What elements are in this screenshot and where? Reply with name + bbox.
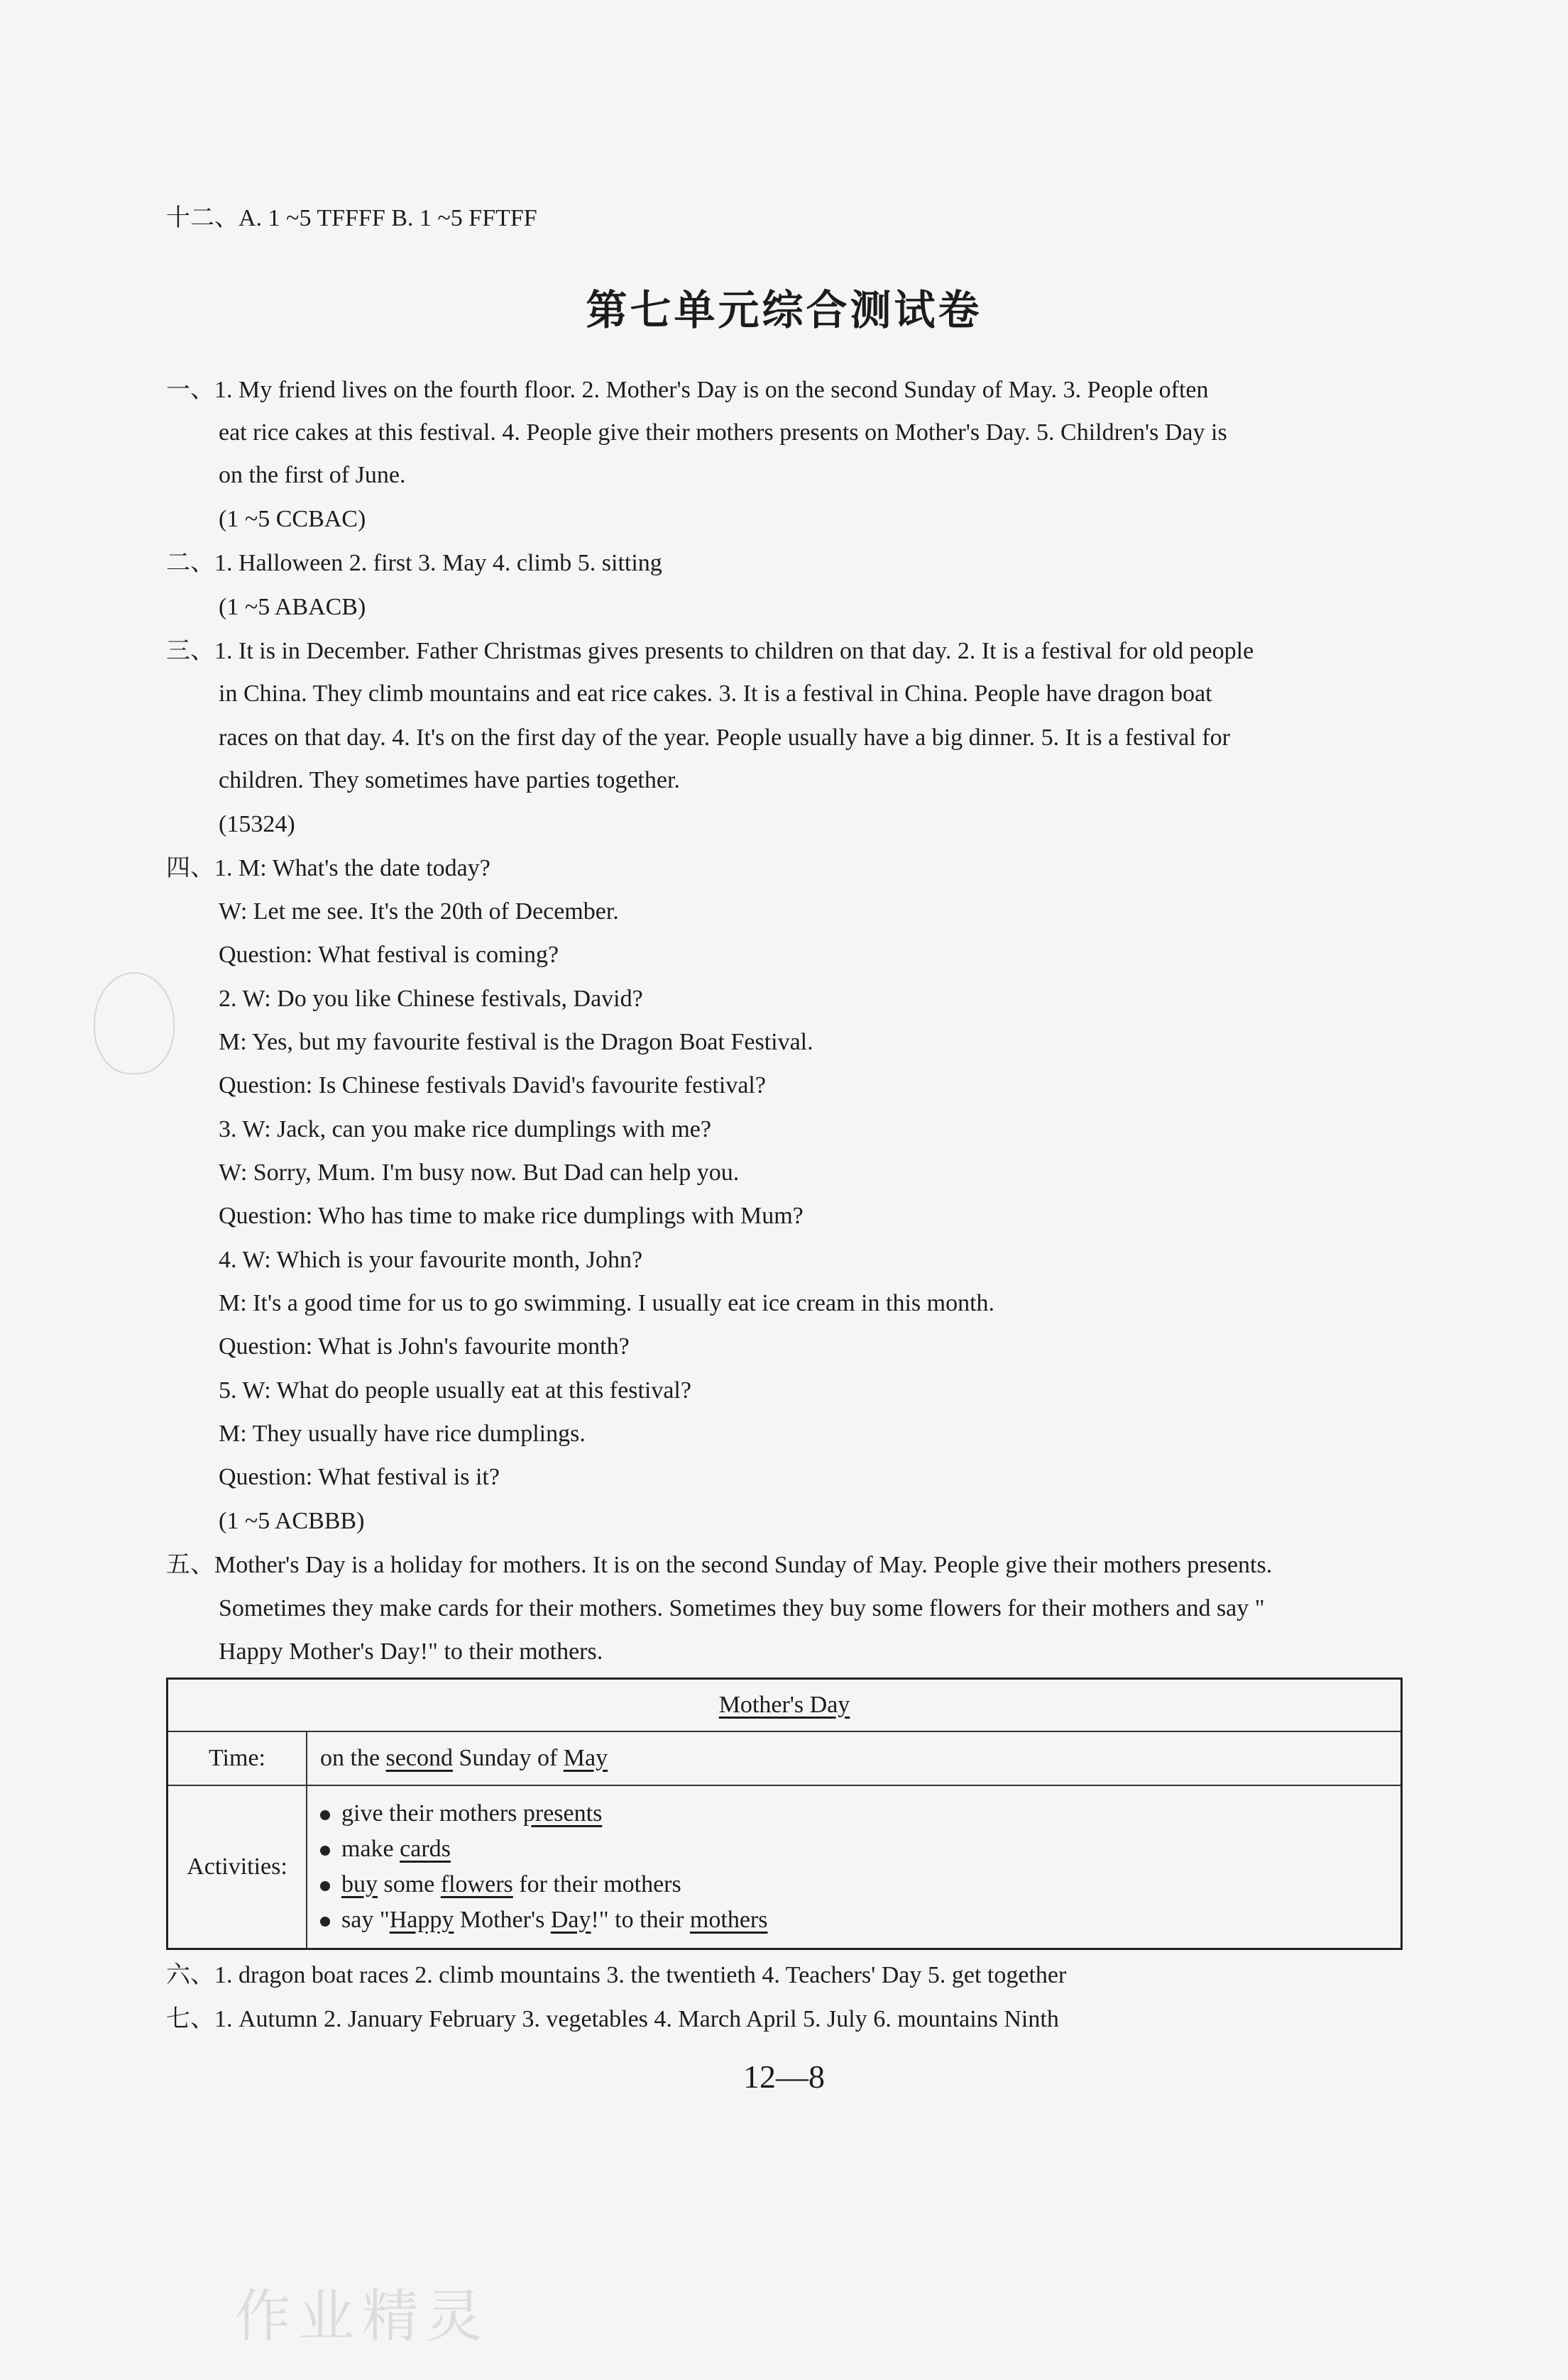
table-heading-text: Mother's Day: [718, 1691, 850, 1718]
table-heading: [168, 1679, 1402, 1731]
stamp-mark: [94, 972, 175, 1074]
sec3-line3: races on that day. 4. It's on the first day of the year. People usually have a big dinner. 5. It is a festival for: [219, 725, 1230, 751]
sec4-line: M: They usually have rice dumplings.: [219, 1421, 586, 1447]
sec7-line: 七、1. Autumn 2. January February 3. vegetables 4. March April 5. July 6. mountains Ninth: [166, 2006, 1059, 2032]
sec4-line: M: It's a good time for us to go swimming. I usually eat ice cream in this month.: [219, 1290, 995, 1316]
bullet-icon: [320, 1810, 330, 1820]
sec3-line1: 三、1. It is in December. Father Christmas gives presents to children on that day. 2. It is a festival for old people: [166, 638, 1254, 664]
time-value: on the second Sunday of May: [307, 1731, 1402, 1785]
sec3-line2: in China. They climb mountains and eat rice cakes. 3. It is a festival in China. People have dragon boat: [219, 681, 1212, 707]
activity-item: say "Happy Mother's Day!" to their mothers: [320, 1902, 1388, 1938]
sec1-answers: (1 ~5 CCBAC): [219, 506, 366, 532]
page-title: 第七单元综合测试卷: [586, 286, 982, 334]
activity-item: give their mothers presents: [320, 1796, 1388, 1831]
activity-item: buy some flowers for their mothers: [320, 1867, 1388, 1902]
sec4-line: 5. W: What do people usually eat at this festival?: [219, 1377, 691, 1404]
sec4-line: Question: What festival is coming?: [219, 942, 559, 968]
bullet-icon: [320, 1917, 330, 1927]
watermark-logo: 作业精灵: [234, 2283, 490, 2349]
sec4-line: Question: Who has time to make rice dumplings with Mum?: [219, 1203, 804, 1229]
sec4-line: W: Sorry, Mum. I'm busy now. But Dad can help you.: [219, 1159, 740, 1186]
time-label: Time:: [168, 1731, 307, 1785]
activities-list: [307, 1785, 1402, 1949]
sec3-answers: (15324): [219, 811, 295, 837]
activities-label: Activities:: [168, 1785, 307, 1949]
sec5-line1: 五、Mother's Day is a holiday for mothers. It is on the second Sunday of May. People give their mothers presents.: [166, 1552, 1273, 1578]
sec4-line: Question: What is John's favourite month?: [219, 1333, 630, 1360]
sec4-line: M: Yes, but my favourite festival is the Dragon Boat Festival.: [219, 1029, 813, 1055]
sec5-line3: Happy Mother's Day!" to their mothers.: [219, 1638, 603, 1665]
sec2-answers: (1 ~5 ABACB): [219, 594, 366, 620]
sec4-line: 4. W: Which is your favourite month, John?: [219, 1247, 643, 1273]
activity-item: make cards: [320, 1831, 1388, 1867]
bullet-icon: [320, 1846, 330, 1856]
page-number: 12—8: [743, 2059, 825, 2095]
sec4-line: W: Let me see. It's the 20th of December.: [219, 898, 619, 925]
sec5-line2: Sometimes they make cards for their mothers. Sometimes they buy some flowers for their mothers and say ": [219, 1595, 1265, 1621]
sec4-line: Question: What festival is it?: [219, 1464, 500, 1490]
sec4-line: 四、1. M: What's the date today?: [166, 855, 490, 881]
sec3-line4: children. They sometimes have parties together.: [219, 767, 680, 793]
sec1-line1: 一、1. My friend lives on the fourth floor. 2. Mother's Day is on the second Sunday of May. 3. People often: [166, 377, 1209, 403]
answer-line-12: 十二、A. 1 ~5 TFFFF B. 1 ~5 FFTFF: [166, 205, 537, 231]
sec4-line: Question: Is Chinese festivals David's favourite festival?: [219, 1072, 766, 1098]
sec4-answers: (1 ~5 ACBBB): [219, 1508, 365, 1534]
mothers-day-table: [166, 1677, 1403, 1950]
sec1-line2: eat rice cakes at this festival. 4. People give their mothers presents on Mother's Day. 5. Children's Day is: [219, 419, 1227, 446]
sec2-line1: 二、1. Halloween 2. first 3. May 4. climb 5. sitting: [166, 550, 662, 576]
sec6-line: 六、1. dragon boat races 2. climb mountains 3. the twentieth 4. Teachers' Day 5. get together: [166, 1962, 1067, 1988]
sec4-line: 3. W: Jack, can you make rice dumplings with me?: [219, 1116, 711, 1142]
bullet-icon: [320, 1881, 330, 1891]
sec4-line: 2. W: Do you like Chinese festivals, David?: [219, 986, 643, 1012]
sec1-line3: on the first of June.: [219, 462, 406, 488]
